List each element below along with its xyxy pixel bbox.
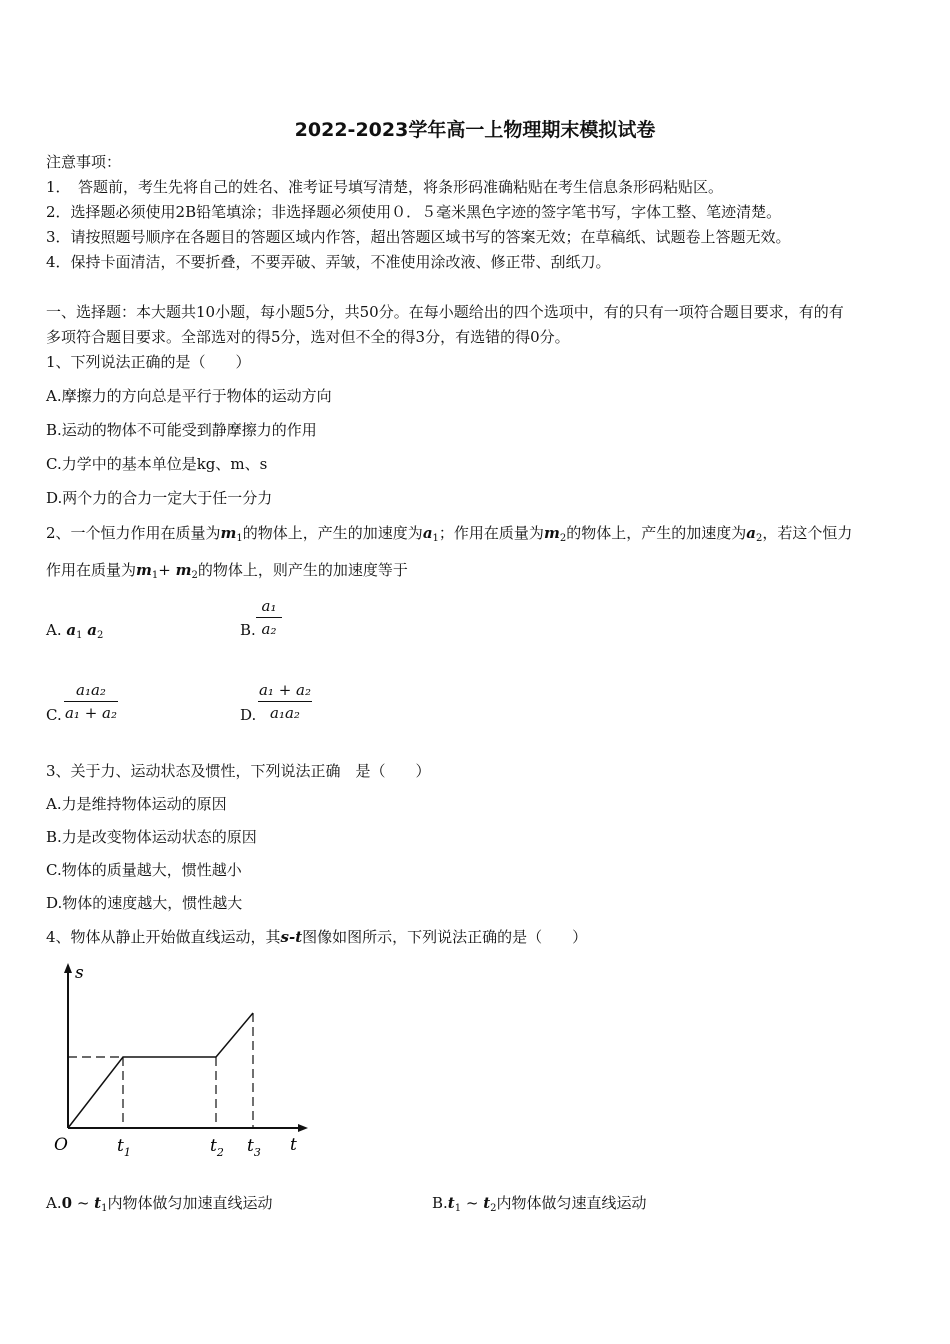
s-t-curve — [68, 1013, 253, 1128]
q1-option-d: D.两个力的合力一定大于任一分力 — [46, 489, 273, 507]
q3-option-c: C.物体的质量越大，惯性越小 — [46, 861, 242, 879]
q2-option-b-label: B. — [240, 621, 256, 639]
q1-stem: 1、下列说法正确的是（ ） — [46, 353, 251, 371]
q2-option-a: A. $a_1$ $a_2$ — [46, 621, 104, 641]
fraction-denominator: a₁a₂ — [270, 704, 300, 722]
q2-stem-line1: 2、一个恒力作用在质量为$m_1$的物体上，产生的加速度为$a_1$；作用在质量为$m_2$的物体上，产生的加速度为$a_2$，若这个恒力 — [46, 524, 853, 544]
y-axis-label: s — [75, 963, 84, 983]
q3-stem: 3、关于力、运动状态及惯性，下列说法正确 是（ ） — [46, 762, 431, 780]
q1-option-a: A.摩擦力的方向总是平行于物体的运动方向 — [46, 387, 332, 405]
q2-option-d-fraction — [258, 680, 312, 723]
t1-label: $t_1$ — [117, 1136, 131, 1159]
notice-item-2: 2．选择题必须使用2B铅笔填涂；非选择题必须使用０．５毫米黑色字迹的签字笔书写，字体工整、笔迹清楚。 — [46, 203, 782, 221]
page-title: 2022-2023学年高一上物理期末模拟试卷 — [294, 119, 656, 141]
q2-option-b-fraction — [256, 596, 282, 639]
q2-option-d-label: D. — [240, 706, 257, 724]
section-intro-line2: 多项符合题目要求。全部选对的得5分，选对但不全的得3分，有选错的得0分。 — [46, 328, 570, 346]
section-intro-line1: 一、选择题：本大题共10小题，每小题5分，共50分。在每小题给出的四个选项中，有的只有一项符合题目要求，有的有 — [46, 303, 844, 321]
x-axis-arrow — [298, 1124, 308, 1132]
t2-label: $t_2$ — [210, 1136, 224, 1159]
q1-option-c: C.力学中的基本单位是kg、m、s — [46, 455, 268, 473]
notice-item-4: 4．保持卡面清洁，不要折叠，不要弄破、弄皱，不准使用涂改液、修正带、刮纸刀。 — [46, 253, 611, 271]
q3-option-a: A.力是维持物体运动的原因 — [46, 795, 227, 813]
fraction-bar — [258, 701, 312, 702]
x-axis-label: t — [290, 1135, 297, 1155]
notice-item-3: 3．请按照题号顺序在各题目的答题区域内作答，超出答题区域书写的答案无效；在草稿纸、试题卷上答题无效。 — [46, 228, 791, 246]
notice-heading: 注意事项： — [46, 153, 122, 171]
fraction-numerator: a₁ — [261, 597, 277, 615]
origin-label: O — [54, 1135, 68, 1155]
q2-option-c-fraction — [64, 680, 118, 723]
q4-stem: 4、物体从静止开始做直线运动，其s-t图像如图所示，下列说法正确的是（ ） — [46, 928, 588, 946]
q4-option-a: A.0 ~ $t_1$内物体做匀加速直线运动 — [46, 1194, 273, 1214]
s-t-graph — [40, 960, 320, 1170]
y-axis-arrow — [64, 963, 72, 973]
fraction-denominator: a₂ — [261, 620, 277, 638]
fraction-numerator: a₁ + a₂ — [258, 681, 312, 699]
q2-option-c-label: C. — [46, 706, 62, 724]
t3-label: $t_3$ — [247, 1136, 261, 1159]
fraction-numerator: a₁a₂ — [76, 681, 106, 699]
fraction-bar — [256, 617, 282, 618]
q3-option-b: B.力是改变物体运动状态的原因 — [46, 828, 257, 846]
fraction-bar — [64, 701, 118, 702]
q4-option-b: $B.t_1$ ~ $t_2$内物体做匀速直线运动 — [432, 1194, 647, 1214]
fraction-denominator: a₁ + a₂ — [64, 704, 118, 722]
q1-option-b: B.运动的物体不可能受到静摩擦力的作用 — [46, 421, 317, 439]
notice-item-1: 1． 答题前，考生先将自己的姓名、准考证号填写清楚，将条形码准确粘贴在考生信息条形码粘贴区。 — [46, 178, 724, 196]
q2-stem-line2: 作用在质量为$m_1+ m_2$的物体上，则产生的加速度等于 — [46, 561, 408, 581]
q3-option-d: D.物体的速度越大，惯性越大 — [46, 894, 243, 912]
